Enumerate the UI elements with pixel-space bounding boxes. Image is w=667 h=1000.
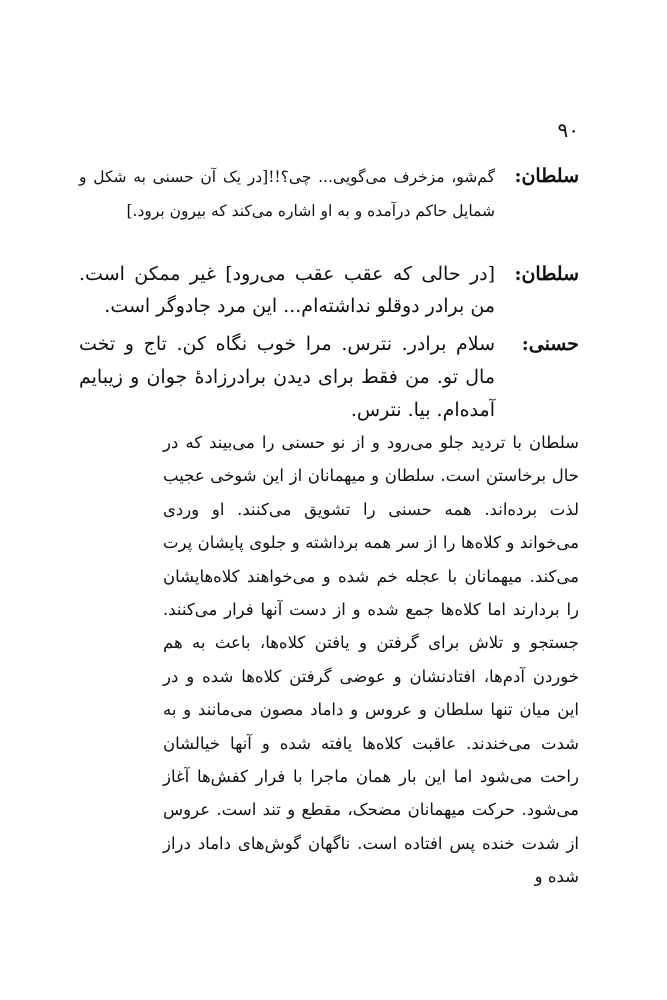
speaker-label: سلطان: [514,263,579,285]
dialogue-text: سلام برادر. نترس. مرا خوب نگاه کن. تاج و تخت مال تو. من فقط برای دیدن برادرزادهٔ جوان و زیبایم آمده‌ام. بیا. نترس. [79,333,495,421]
dialogue-line-3 [79,328,579,427]
dialogue-line-2 [79,258,579,322]
speaker-label: سلطان: [514,165,579,187]
dialogue-text: [در حالی که عقب عقب می‌رود] غیر ممکن است. من برادر دوقلو نداشته‌ام... این مرد جادوگر است. [79,263,495,317]
dialogue-line-1 [79,160,579,228]
stage-direction-paragraph: سلطان با تردید جلو می‌رود و از نو حسنی را می‌بیند که در حال برخاستن است. سلطان و میهمانان از این شوخی عجیب لذت برده‌اند. همه حسنی را تشویق می‌کنند. او وردی می‌خواند و کلاه‌ها را از سر همه برداشته و جلوی پایشان پرت می‌کند. میهمانان با عجله خم شده و می‌خواهند کلاه‌هایشان را بردارند اما کلاه‌ها جمع شده و از دست آنها فرار می‌کنند. جستجو و تلاش برای گرفتن و یافتن کلاه‌ها، باعث به هم خوردن آدم‌ها، افتادنشان و عوضی گرفتن کلاه‌ها شده و در این میان تنها سلطان و عروس و داماد مصون می‌مانند و به شدت می‌خندند. عاقبت کلاه‌ها یافته شده و آنها خیالشان راحت می‌شود اما این بار همان ماجرا با فرار کفش‌ها آغاز می‌شود. حرکت میهمانان مضحک، مقطع و تند است. عروس از شدت خنده پس افتاده است. ناگهان گوش‌های داماد دراز شده و [163,433,579,887]
dialogue-text: گم‌شو، مزخرف می‌گویی... چی؟!![در یک آن حسنی به شکل و شمایل حاکم درآمده و به او اشاره می‌کند که بیرون برود.] [79,168,495,220]
speaker-label: حسنی: [521,333,579,355]
page-number: ۹۰ [557,118,579,142]
